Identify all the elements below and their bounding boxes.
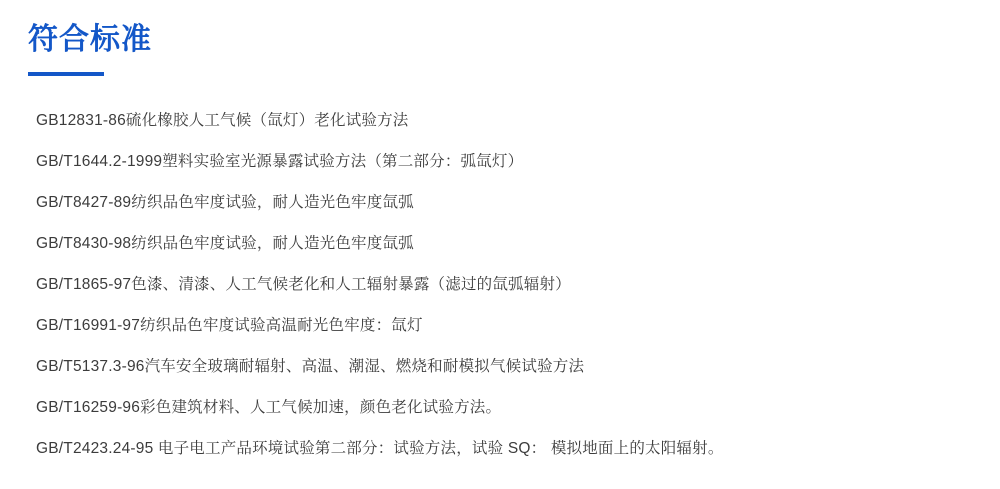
list-item: GB12831-86硫化橡胶人工气候（氙灯）老化试验方法 — [36, 112, 409, 129]
list-item: GB/T1644.2-1999塑料实验室光源暴露试验方法（第二部分：弧氙灯） — [36, 153, 524, 170]
standards-list — [0, 110, 1000, 460]
list-item: GB/T5137.3-96汽车安全玻璃耐辐射、高温、潮湿、燃烧和耐模拟气候试验方法 — [36, 358, 585, 375]
list-item: GB/T2423.24-95 电子电工产品环境试验第二部分：试验方法，试验 SQ： 模拟地面上的太阳辐射。 — [36, 440, 724, 457]
title-underline — [28, 72, 104, 76]
page-title: 符合标准 — [28, 23, 152, 56]
list-item: GB/T16259-96彩色建筑材料、人工气候加速，颜色老化试验方法。 — [36, 399, 502, 416]
list-item: GB/T1865-97色漆、清漆、人工气候老化和人工辐射暴露（滤过的氙弧辐射） — [36, 276, 571, 293]
list-item: GB/T16991-97纺织品色牢度试验高温耐光色牢度：氙灯 — [36, 317, 423, 334]
list-item: GB/T8430-98纺织品色牢度试验，耐人造光色牢度氙弧 — [36, 235, 414, 252]
list-item: GB/T8427-89纺织品色牢度试验，耐人造光色牢度氙弧 — [36, 194, 414, 211]
page-header — [0, 0, 1000, 76]
